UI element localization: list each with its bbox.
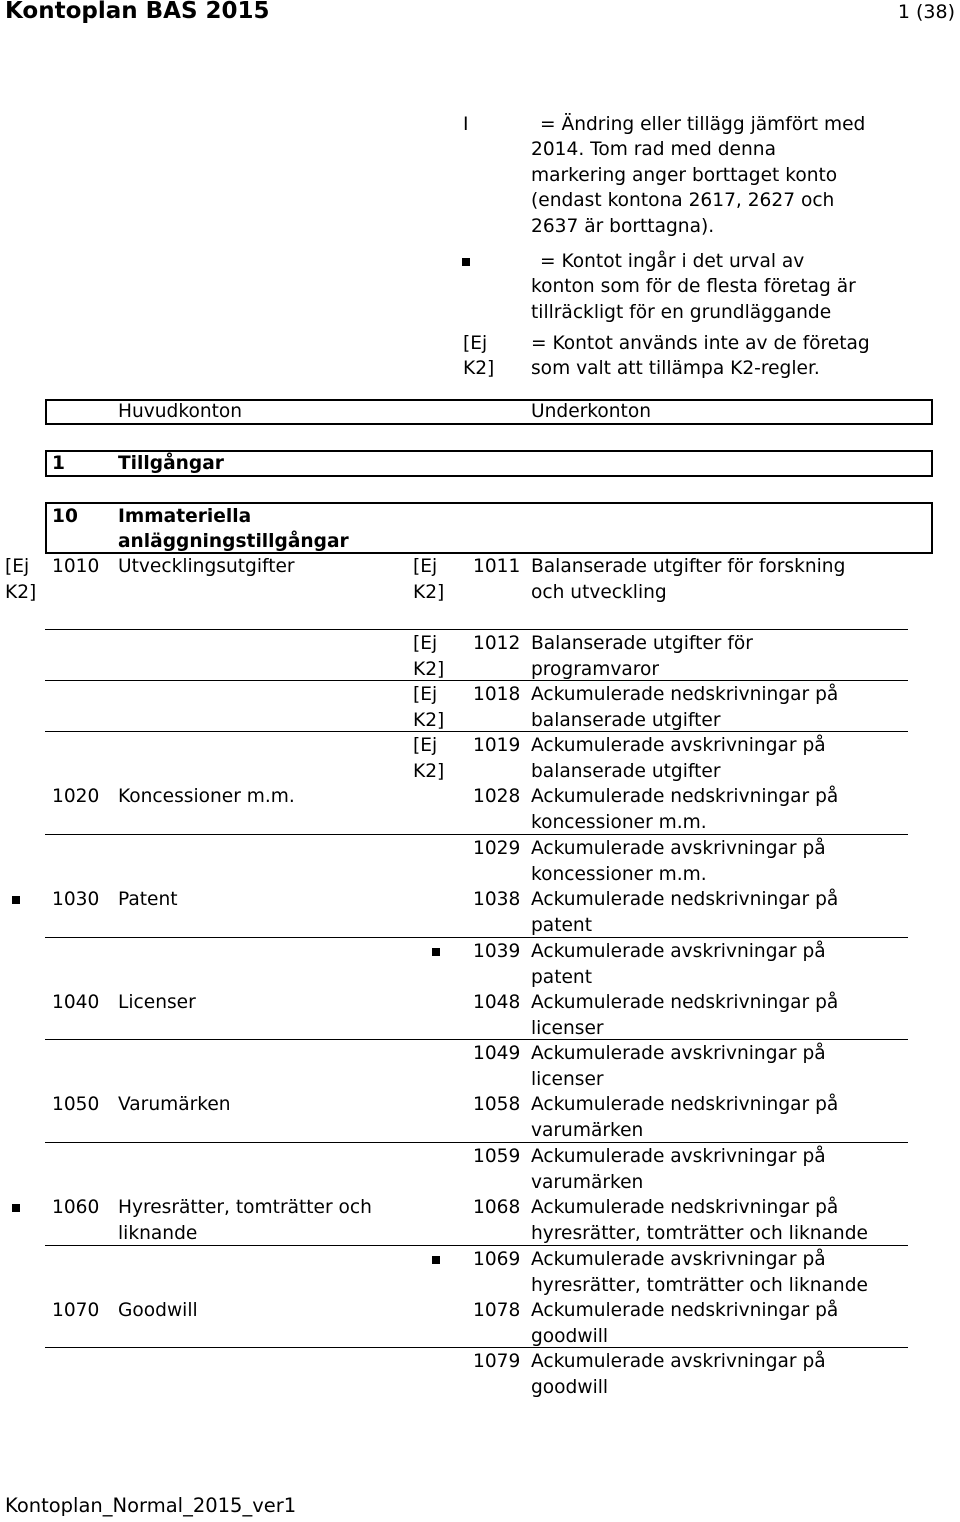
sub-account-name bbox=[531, 887, 838, 938]
black-square-icon bbox=[12, 1204, 20, 1212]
sub-account-number: 1079 bbox=[473, 1351, 521, 1372]
account-row bbox=[0, 1092, 960, 1143]
ej-k2-tag-line: [Ej bbox=[413, 684, 438, 705]
main-account-name: Utvecklingsutgifter bbox=[118, 556, 295, 577]
black-square-icon bbox=[432, 1256, 440, 1264]
black-square-icon bbox=[432, 948, 440, 956]
sub-account-name-line: goodwill bbox=[531, 1325, 609, 1347]
sub-account-name-line: Ackumulerade nedskrivningar på bbox=[531, 1300, 839, 1321]
ej-k2-tag bbox=[413, 682, 444, 733]
sub-account-name bbox=[531, 1195, 868, 1246]
sub-account-name-line: Ackumulerade nedskrivningar på bbox=[531, 992, 839, 1013]
sub-account-name-line: och utveckling bbox=[531, 581, 667, 603]
sub-account-name-line: Ackumulerade avskrivningar på bbox=[531, 735, 826, 756]
ej-k2-tag bbox=[5, 554, 36, 605]
legend-line: = Kontot används inte av de företag bbox=[531, 333, 870, 354]
main-account-name bbox=[118, 1195, 372, 1246]
ej-k2-tag-line: K2] bbox=[413, 760, 445, 782]
legend-line: konton som för de flesta företag är bbox=[531, 276, 856, 298]
sub-account-name bbox=[531, 733, 826, 784]
account-row bbox=[0, 1144, 960, 1195]
main-accounts-header: Huvudkonton bbox=[118, 401, 243, 422]
ej-k2-tag-line: [Ej bbox=[413, 633, 438, 654]
account-row bbox=[0, 1195, 960, 1246]
sub-account-name bbox=[531, 631, 753, 682]
sub-account-name-line: Ackumulerade avskrivningar på bbox=[531, 1146, 826, 1167]
sub-account-name bbox=[531, 1349, 826, 1400]
main-account-number: 1050 bbox=[52, 1094, 100, 1115]
sub-account-name-line: goodwill bbox=[531, 1376, 609, 1398]
account-row bbox=[0, 733, 960, 784]
account-group-row bbox=[45, 502, 933, 554]
sub-account-name-line: koncessioner m.m. bbox=[531, 863, 707, 885]
sub-account-name-line: hyresrätter, tomträtter och liknande bbox=[531, 1274, 868, 1296]
ej-k2-tag-line: K2] bbox=[5, 581, 37, 603]
sub-account-number: 1068 bbox=[473, 1197, 521, 1218]
ej-k2-tag-line: K2] bbox=[413, 709, 445, 731]
main-account-number: 1070 bbox=[52, 1300, 100, 1321]
sub-account-name-line: Ackumulerade nedskrivningar på bbox=[531, 786, 839, 807]
sub-account-name-line: hyresrätter, tomträtter och liknande bbox=[531, 1222, 868, 1244]
legend-change-text bbox=[531, 112, 865, 239]
sub-account-name-line: Ackumulerade nedskrivningar på bbox=[531, 1197, 839, 1218]
black-square-icon bbox=[12, 896, 20, 904]
account-class-row bbox=[45, 450, 933, 477]
main-account-number: 1060 bbox=[52, 1197, 100, 1218]
sub-account-name-line: Balanserade utgifter för forskning bbox=[531, 556, 846, 577]
sub-account-number: 1059 bbox=[473, 1146, 521, 1167]
account-group-name bbox=[118, 504, 349, 554]
legend-line: tillräckligt för en grundläggande bbox=[531, 301, 832, 323]
sub-account-name bbox=[531, 1041, 826, 1092]
main-account-name: Goodwill bbox=[118, 1300, 198, 1321]
ej-k2-tag bbox=[413, 733, 444, 784]
account-group-name-line: Immateriella bbox=[118, 506, 252, 527]
ej-k2-tag bbox=[413, 554, 444, 605]
sub-account-name-line: Ackumulerade avskrivningar på bbox=[531, 1351, 826, 1372]
ej-k2-tag bbox=[463, 331, 494, 382]
main-account-name-line: liknande bbox=[118, 1222, 198, 1244]
legend-line: (endast kontona 2617, 2627 och bbox=[531, 190, 835, 212]
ej-k2-tag-line: [Ej bbox=[463, 333, 488, 354]
sub-account-name bbox=[531, 939, 826, 990]
sub-account-number: 1039 bbox=[473, 941, 521, 962]
main-account-name-line: Hyresrätter, tomträtter och bbox=[118, 1197, 372, 1218]
account-row bbox=[0, 836, 960, 887]
sub-account-name-line: varumärken bbox=[531, 1171, 644, 1193]
main-account-number: 1040 bbox=[52, 992, 100, 1013]
sub-account-name-line: Ackumulerade avskrivningar på bbox=[531, 1249, 826, 1270]
sub-account-number: 1038 bbox=[473, 889, 521, 910]
main-account-name: Varumärken bbox=[118, 1094, 231, 1115]
account-row bbox=[0, 682, 960, 733]
change-marker: I bbox=[463, 114, 469, 135]
main-account-number: 1030 bbox=[52, 889, 100, 910]
sub-account-name-line: Ackumulerade avskrivningar på bbox=[531, 941, 826, 962]
main-account-number: 1010 bbox=[52, 556, 100, 577]
main-account-name: Koncessioner m.m. bbox=[118, 786, 295, 807]
sub-account-name-line: balanserade utgifter bbox=[531, 760, 721, 782]
document-title: Kontoplan BAS 2015 bbox=[5, 0, 270, 24]
legend-line: = Kontot ingår i det urval av bbox=[540, 251, 805, 272]
sub-account-number: 1048 bbox=[473, 992, 521, 1013]
account-row bbox=[0, 1298, 960, 1349]
ej-k2-tag-line: [Ej bbox=[413, 556, 438, 577]
sub-account-number: 1019 bbox=[473, 735, 521, 756]
ej-k2-tag bbox=[413, 631, 444, 682]
legend-line: markering anger borttaget konto bbox=[531, 164, 838, 186]
sub-account-name-line: varumärken bbox=[531, 1119, 644, 1141]
account-row bbox=[0, 1349, 960, 1400]
sub-account-name-line: koncessioner m.m. bbox=[531, 811, 707, 833]
legend-selection-text bbox=[531, 249, 856, 325]
sub-account-name bbox=[531, 1092, 838, 1143]
account-row bbox=[0, 1247, 960, 1298]
ej-k2-tag-line: K2] bbox=[413, 581, 445, 603]
sub-account-name-line: patent bbox=[531, 914, 593, 936]
account-group-number: 10 bbox=[52, 506, 78, 527]
sub-account-name-line: Balanserade utgifter för bbox=[531, 633, 753, 654]
sub-account-number: 1058 bbox=[473, 1094, 521, 1115]
sub-accounts-header: Underkonton bbox=[531, 401, 651, 422]
sub-account-name-line: patent bbox=[531, 966, 593, 988]
sub-account-name-line: Ackumulerade nedskrivningar på bbox=[531, 1094, 839, 1115]
sub-account-name-line: Ackumulerade avskrivningar på bbox=[531, 838, 826, 859]
sub-account-name bbox=[531, 682, 838, 733]
sub-account-name-line: balanserade utgifter bbox=[531, 709, 721, 731]
sub-account-name-line: Ackumulerade nedskrivningar på bbox=[531, 684, 839, 705]
sub-account-name bbox=[531, 1247, 868, 1298]
sub-account-number: 1018 bbox=[473, 684, 521, 705]
sub-account-number: 1011 bbox=[473, 556, 521, 577]
account-row bbox=[0, 554, 960, 605]
sub-account-name-line: Ackumulerade avskrivningar på bbox=[531, 1043, 826, 1064]
sub-account-number: 1012 bbox=[473, 633, 521, 654]
sub-account-number: 1049 bbox=[473, 1043, 521, 1064]
main-account-number: 1020 bbox=[52, 786, 100, 807]
sub-account-name bbox=[531, 1298, 838, 1349]
sub-account-number: 1028 bbox=[473, 786, 521, 807]
account-class-name: Tillgångar bbox=[118, 453, 224, 474]
legend-line: 2014. Tom rad med denna bbox=[531, 139, 776, 161]
legend-line: som valt att tillämpa K2-regler. bbox=[531, 358, 820, 380]
main-account-name: Patent bbox=[118, 889, 178, 910]
sub-account-name bbox=[531, 990, 838, 1041]
account-group-name-line: anläggningstillgångar bbox=[118, 531, 349, 552]
account-row bbox=[0, 784, 960, 835]
account-row bbox=[0, 990, 960, 1041]
sub-account-name-line: Ackumulerade nedskrivningar på bbox=[531, 889, 839, 910]
legend-not-k2-text bbox=[531, 331, 870, 382]
legend-line: 2637 är borttagna). bbox=[531, 215, 715, 237]
sub-account-number: 1078 bbox=[473, 1300, 521, 1321]
ej-k2-tag-line: [Ej bbox=[413, 735, 438, 756]
page-number: 1 (38) bbox=[897, 1, 955, 23]
account-row bbox=[0, 1041, 960, 1092]
ej-k2-tag-line: K2] bbox=[413, 658, 445, 680]
sub-account-name-line: licenser bbox=[531, 1068, 604, 1090]
account-row bbox=[0, 939, 960, 990]
sub-account-number: 1069 bbox=[473, 1249, 521, 1270]
sub-account-name bbox=[531, 836, 826, 887]
legend-line: = Ändring eller tillägg jämfört med bbox=[540, 114, 866, 135]
sub-account-name bbox=[531, 1144, 826, 1195]
ej-k2-tag-line: K2] bbox=[463, 358, 495, 380]
sub-account-number: 1029 bbox=[473, 838, 521, 859]
sub-account-name-line: licenser bbox=[531, 1017, 604, 1039]
sub-account-name-line: programvaror bbox=[531, 658, 660, 680]
ej-k2-tag-line: [Ej bbox=[5, 556, 30, 577]
account-row bbox=[0, 887, 960, 938]
account-class-number: 1 bbox=[52, 453, 65, 474]
table-header bbox=[45, 399, 933, 425]
sub-account-name bbox=[531, 554, 845, 605]
main-account-name: Licenser bbox=[118, 992, 196, 1013]
sub-account-name bbox=[531, 784, 838, 835]
account-row bbox=[0, 631, 960, 682]
document-footer: Kontoplan_Normal_2015_ver1 bbox=[5, 1494, 297, 1517]
black-square-icon bbox=[462, 258, 470, 266]
